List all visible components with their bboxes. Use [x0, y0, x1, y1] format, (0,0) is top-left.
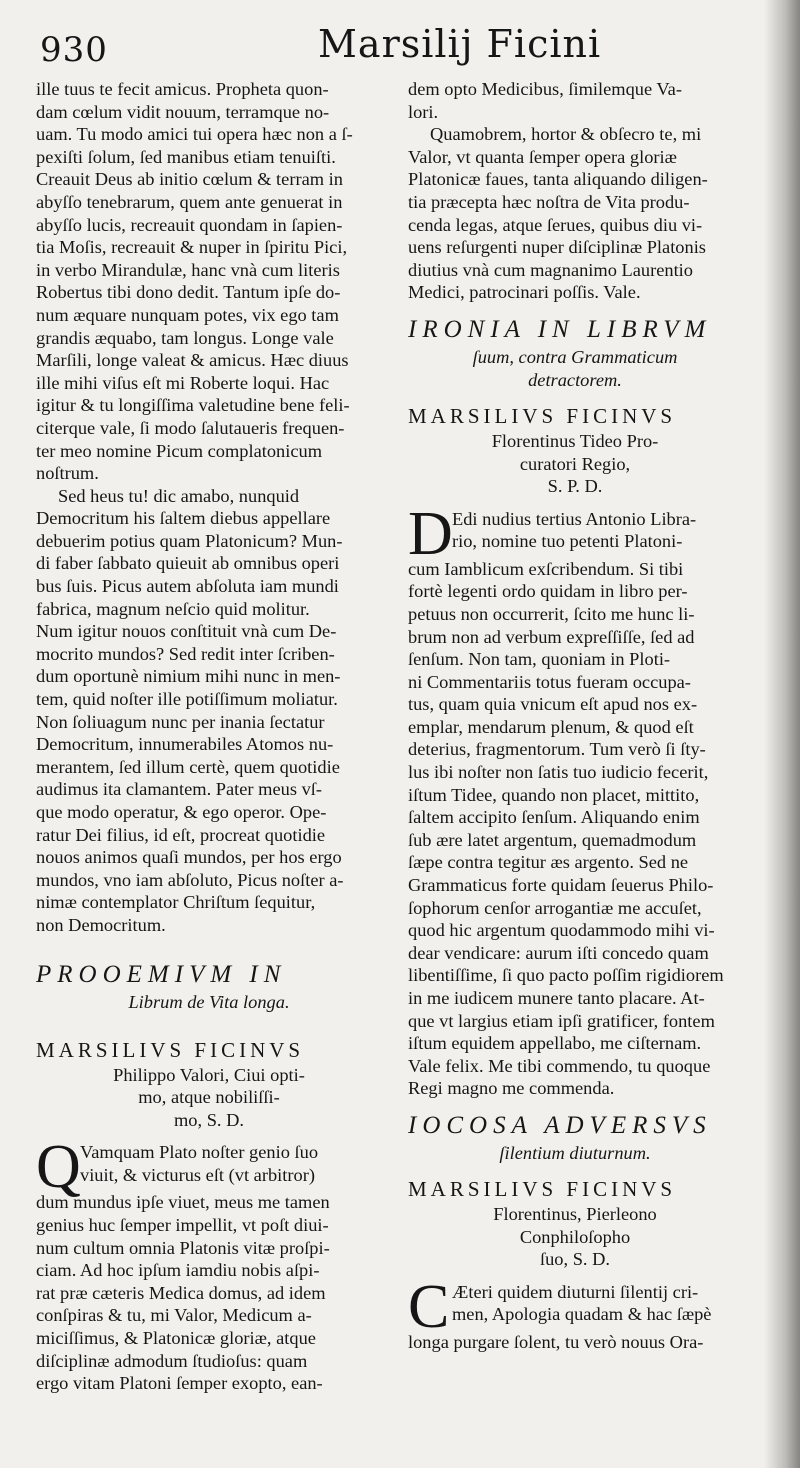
text-line: que vt largius etiam ipſi gratificer, fontem — [408, 1010, 715, 1031]
text-line: merantem, ſed illum certè, quem quotidie — [36, 756, 340, 777]
text-line: abyſſo tenebrarum, quem ante genuerat in — [36, 191, 343, 212]
author-heading-ironia: MARSILIVS FICINVS — [408, 403, 677, 428]
left-column — [36, 78, 382, 1458]
text-line: dear vendicare: aurum iſti concedo quam — [408, 942, 709, 963]
running-head: Marsilij Ficini — [318, 22, 602, 66]
text-line: ter meo nomine Picum complatonicum — [36, 440, 323, 461]
text-line: Valor, vt quanta ſemper opera gloriæ — [408, 146, 677, 167]
text-line: men, Apologia quadam & hac ſæpè — [452, 1304, 712, 1325]
text-line: Philippo Valori, Ciui opti- — [113, 1064, 305, 1085]
prooemium-body — [36, 1191, 382, 1394]
text-line: ſæpe contra tegitur æs argento. Sed ne — [408, 852, 689, 873]
text-line: Vale felix. Me tibi commendo, tu quoque — [408, 1055, 711, 1076]
text-line: di faber ſabbato quieuit ab omnibus operi — [36, 553, 340, 574]
text-line: Grammaticus forte quidam ſeuerus Philo- — [408, 875, 714, 896]
text-line: iſtum equidem appellabo, me ciſternam. — [408, 1033, 702, 1054]
text-line: Robertus tibi dono dedit. Tantum ipſe do- — [36, 282, 341, 303]
text-line: rio, nomine tuo petenti Platoni- — [452, 531, 683, 552]
text-line: ille mihi viſus eſt mi Roberte loqui. Hac — [36, 372, 330, 393]
text-line: S. P. D. — [547, 476, 603, 497]
dropcap-letter-ironia: D — [408, 499, 453, 568]
text-line: rat præ cæteris Medica domus, ad idem — [36, 1282, 326, 1303]
dropcap-paragraph-iocosa — [408, 1272, 742, 1341]
text-line: genius huc ſemper impellit, vt poſt diui- — [36, 1214, 329, 1235]
text-line: Regi magno me commenda. — [408, 1078, 615, 1099]
text-line: dam cœlum vidit nouum, terramque no- — [36, 101, 330, 122]
dropcap-lines — [80, 1141, 382, 1191]
text-line: ſaltem accipito ſenſum. Aliquando enim — [408, 807, 700, 828]
text-line: ille tuus te fecit amicus. Propheta quon- — [36, 79, 329, 99]
paragraph-democritus — [36, 485, 382, 937]
text-line: cenda legas, atque ſerues, quibus diu vi- — [408, 214, 703, 235]
text-line: Sed heus tu! dic amabo, nunquid — [58, 485, 300, 506]
right-column — [408, 78, 742, 1458]
text-line: ſub ære latet argentum, quemadmodum — [408, 829, 697, 850]
dropcap-paragraph — [36, 1133, 382, 1202]
text-line: ſuo, S. D. — [540, 1249, 610, 1270]
text-line: igitur & tu longiſſima valetudine bene feli- — [36, 395, 350, 416]
text-line: tus, quam quia vnicum eſt apud nos ex- — [408, 694, 698, 715]
address-block-ironia — [408, 430, 742, 498]
page-number: 930 — [40, 30, 108, 70]
text-line: noſtrum. — [36, 463, 99, 484]
text-line: pexiſti ſolum, ſed manibus etiam tenuiſti. — [36, 146, 336, 167]
text-line: Democritum, innumerabiles Atomos nu- — [36, 734, 334, 755]
text-line: libentiſſime, ſi quo pacto poſſim rigidiorem — [408, 965, 724, 986]
address-block-iocosa — [408, 1203, 742, 1271]
text-line: tia Moſis, recreauit & nuper in ſpiritu Pici, — [36, 237, 348, 258]
dropcap-letter: Q — [36, 1133, 81, 1202]
prooemium-subheading: Librum de Vita longa. — [128, 991, 290, 1012]
text-line: dum oportunè nimium mihi nunc in men- — [36, 666, 341, 687]
text-line: grandis æquabo, tam longus. Longe vale — [36, 327, 334, 348]
iocosa-heading: IOCOSA ADVERSVS — [408, 1111, 712, 1139]
text-line: in verbo Mirandulæ, hanc vnà cum literis — [36, 259, 340, 280]
text-line: num æquare nunquam potes, vix ego tam — [36, 304, 339, 325]
text-line: viuit, & victurus eſt (vt arbitror) — [80, 1164, 315, 1185]
text-line: ſuum, contra Grammaticum — [472, 346, 678, 367]
author-heading: MARSILIVS FICINVS — [36, 1037, 305, 1062]
text-line: Quamobrem, hortor & obſecro te, mi — [430, 124, 702, 145]
text-line: mo, S. D. — [174, 1109, 244, 1130]
text-line: Vamquam Plato noſter genio ſuo — [80, 1142, 319, 1163]
paragraph-quamobrem — [408, 123, 742, 304]
text-line: uam. Tu modo amici tui opera hæc non a ſ- — [36, 124, 353, 145]
dropcap-letter-iocosa: C — [408, 1272, 450, 1341]
text-line: nimæ contemplator Chriſtum ſequitur, — [36, 892, 316, 913]
text-line: Marſili, longe valeat & amicus. Hæc diuus — [36, 350, 349, 371]
ironia-heading: IRONIA IN LIBRVM — [408, 315, 712, 343]
text-line: Platonicæ faues, tanta aliquando diligen- — [408, 169, 708, 190]
dropcap-lines-ironia — [452, 508, 742, 558]
letter-end — [36, 78, 382, 485]
text-line: detractorem. — [528, 369, 622, 390]
ironia-subheading — [408, 346, 742, 392]
text-line: dum mundus ipſe viuet, meus me tamen — [36, 1192, 330, 1213]
text-line: dem opto Medicibus, ſimilemque Va- — [408, 79, 682, 99]
text-line: ciam. Ad hoc ipſum iamdiu nobis aſpi- — [36, 1260, 320, 1281]
text-line: Florentinus, Pierleono — [493, 1203, 657, 1224]
text-line: miciſſimus, & Platonicæ gloriæ, atque — [36, 1327, 316, 1348]
dropcap-paragraph-ironia — [408, 499, 742, 568]
text-line: conſpiras & tu, mi Valor, Medicum a- — [36, 1305, 312, 1326]
text-line: Creauit Deus ab initio cœlum & terram in — [36, 169, 343, 190]
text-line: uens reſurgenti nuper diſciplinæ Platonis — [408, 237, 706, 258]
prooemium-continuation — [408, 78, 742, 123]
text-line: que modo operatur, & ego operor. Ope- — [36, 802, 327, 822]
text-line: tem, quid noſter ille potiſſimum moliatur. — [36, 689, 338, 710]
text-line: quod hic argentum quodammodo mihi vi- — [408, 920, 715, 941]
text-line: tia præcepta hæc noſtra de Vita produ- — [408, 191, 690, 212]
text-line: Democritum his ſaltem diebus appellare — [36, 508, 331, 529]
text-line: Edi nudius tertius Antonio Libra- — [452, 508, 697, 529]
dropcap-lines-iocosa — [452, 1281, 742, 1331]
text-line: diſciplinæ admodum ſtudioſus: quam — [36, 1350, 308, 1371]
text-line: ergo vitam Platoni ſemper exopto, ean- — [36, 1373, 323, 1394]
text-line: in me iudicem munere tanto placare. At- — [408, 988, 705, 1008]
prooemium-heading: PROOEMIVM IN — [36, 960, 287, 988]
text-line: Florentinus Tideo Pro- — [491, 430, 659, 451]
ironia-body — [408, 558, 742, 1100]
text-line: bus ſuis. Picus autem abſoluta iam mundi — [36, 576, 339, 597]
text-line: ſenſum. Non tam, quoniam in Ploti- — [408, 649, 671, 670]
text-line: mocrito mundos? Sed redit inter ſcriben- — [36, 643, 335, 664]
text-line: nouos animos quaſi mundos, per hos ergo — [36, 847, 342, 868]
text-line: Conphiloſopho — [519, 1226, 631, 1247]
iocosa-body — [408, 1331, 742, 1354]
text-line: mundos, vno iam abſoluto, Picus noſter a- — [36, 869, 344, 890]
text-line: iſtum Tidee, quando non placet, mittito, — [408, 784, 700, 805]
text-line: brum non ad verbum expreſſiſſe, ſed ad — [408, 626, 695, 647]
text-line: citerque vale, ſi modo ſalutaueris frequen- — [36, 417, 345, 438]
iocosa-subheading: ſilentium diuturnum. — [499, 1142, 651, 1163]
text-line: non Democritum. — [36, 914, 166, 935]
text-line: cum Iamblicum exſcribendum. Si tibi — [408, 558, 684, 579]
text-line: curatori Regio, — [519, 453, 631, 474]
author-heading-iocosa: MARSILIVS FICINVS — [408, 1176, 677, 1201]
text-line: Num igitur nouos conſtituit vnà cum De- — [36, 621, 337, 642]
address-block — [36, 1064, 382, 1132]
text-line: num cultum omnia Platonis vitæ proſpi- — [36, 1237, 330, 1258]
text-line: fortè legenti ordo quidam in libro per- — [408, 581, 688, 602]
text-line: Non ſoliuagum nunc per inania ſectatur — [36, 711, 325, 732]
text-line: emplar, mendarum plenum, & quod eſt — [408, 716, 694, 737]
text-line: mo, atque nobiliſſi- — [138, 1087, 280, 1108]
text-line: diutius vnà cum magnanimo Laurentio — [408, 259, 693, 280]
text-line: petuus non occurrerit, ſcito me hunc li- — [408, 603, 695, 624]
text-line: audimus ita clamantem. Pater meus vſ- — [36, 779, 322, 800]
text-line: lori. — [408, 101, 439, 122]
text-line: fabrica, magnum neſcio quid molitur. — [36, 598, 310, 619]
text-line: ni Commentariis totus fueram occupa- — [408, 671, 691, 692]
text-line: ratur Dei filius, id eſt, procreat quotidie — [36, 824, 326, 845]
text-line: Æteri quidem diuturni ſilentij cri- — [452, 1281, 699, 1302]
text-line: Medici, patrocinari poſſis. Vale. — [408, 282, 641, 303]
text-line: ſophorum cenſor arrogantiæ me accuſet, — [408, 897, 702, 918]
text-line: debuerim potius quam Platonicum? Mun- — [36, 530, 343, 551]
text-line: longa purgare ſolent, tu verò nouus Ora- — [408, 1331, 704, 1352]
text-line: lus ibi noſter non ſatis tuo iudicio fecerit, — [408, 762, 709, 783]
text-line: deterius, fragmentorum. Tum verò ſi ſty- — [408, 739, 706, 760]
text-line: abyſſo lucis, recreauit quondam in ſapien- — [36, 214, 343, 235]
